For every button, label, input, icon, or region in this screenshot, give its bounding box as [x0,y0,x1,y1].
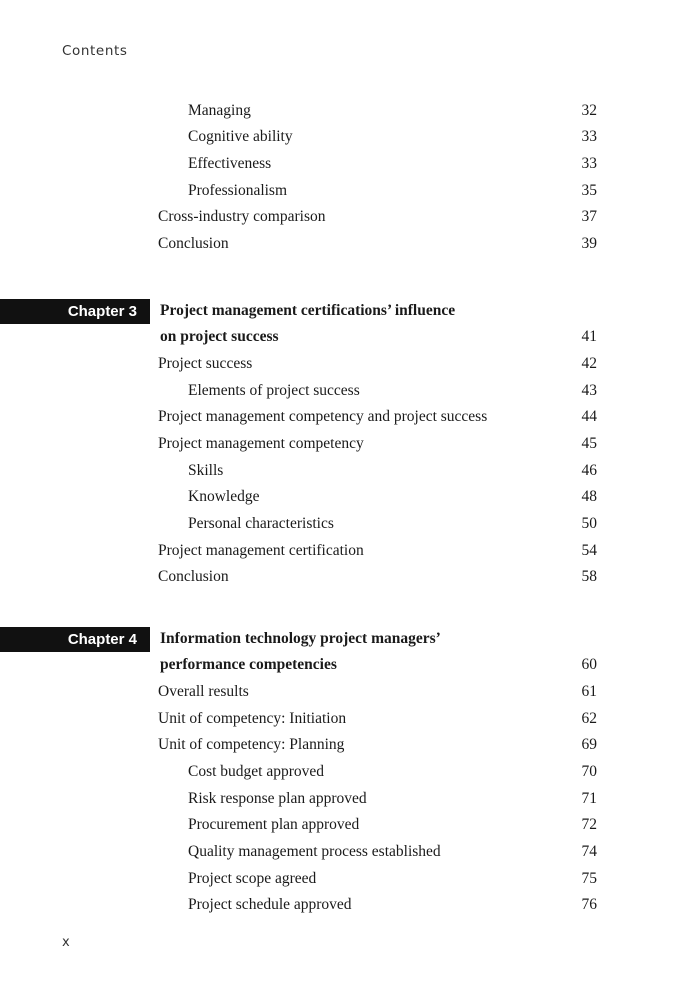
toc-entry[interactable] [158,566,597,588]
toc-entry[interactable] [188,153,597,175]
toc-entry-title: Risk response plan approved [188,790,367,807]
toc-entry-title: Cross-industry comparison [158,208,326,225]
toc-entry-title: Skills [188,462,224,479]
toc-entry-page: 72 [581,816,597,833]
toc-entry-title: Unit of competency: Planning [158,736,345,753]
toc-entry-page: 71 [581,790,597,807]
toc-entry[interactable] [188,460,597,482]
toc-entry[interactable] [188,788,597,810]
chapter-3-title[interactable] [160,326,597,348]
toc-entry[interactable] [158,433,597,455]
toc-entry[interactable] [158,540,597,562]
toc-entry-page: 37 [581,208,597,225]
toc-entry[interactable] [158,708,597,730]
toc-entry[interactable] [188,486,597,508]
toc-entry-title: Project management competency [158,435,364,452]
toc-entry-page: 69 [581,736,597,753]
toc-entry-title: Project scope agreed [188,870,317,887]
toc-entry-title: Personal characteristics [188,515,334,532]
chapter-4-title-line1[interactable]: Information technology project managers’ [160,630,441,647]
toc-entry[interactable] [188,126,597,148]
toc-entry-title: Knowledge [188,488,260,505]
toc-entry-page: 75 [581,870,597,887]
toc-entry[interactable] [158,233,597,255]
running-header: Contents [62,43,128,59]
chapter-4-title[interactable] [160,654,597,676]
chapter-3-label: Chapter 3 [67,303,137,320]
toc-entry-page: 50 [581,515,597,532]
toc-entry[interactable] [188,814,597,836]
toc-entry[interactable] [158,406,597,428]
toc-entry[interactable] [158,734,597,756]
toc-entry-page: 43 [581,382,597,399]
toc-entry[interactable] [188,868,597,890]
chapter-4-tab [0,627,150,652]
toc-entry[interactable] [188,180,597,202]
toc-entry[interactable] [158,353,597,375]
toc-entry[interactable] [188,380,597,402]
toc-entry-page: 61 [581,683,597,700]
toc-entry-title: Conclusion [158,235,229,252]
toc-entry-page: 44 [581,408,597,425]
toc-entry-page: 45 [581,435,597,452]
toc-entry-page: 76 [581,896,597,913]
toc-entry-page: 33 [581,128,597,145]
toc-entry-title: Cost budget approved [188,763,325,780]
chapter-4-label: Chapter 4 [67,631,137,648]
toc-entry-page: 46 [581,462,597,479]
toc-entry-page: 32 [581,102,597,119]
toc-entry-title: Elements of project success [188,382,360,399]
toc-entry-title: Unit of competency: Initiation [158,710,347,727]
toc-entry-title: Effectiveness [188,155,272,172]
toc-entry-page: 48 [581,488,597,505]
toc-entry-title: Project management certification [158,542,364,559]
toc-entry-title: Overall results [158,683,249,700]
toc-entry-page: 54 [581,542,597,559]
toc-entry-title: Project management competency and project success [158,408,488,425]
chapter-3-page: 41 [581,328,597,345]
toc-entry-page: 62 [581,710,597,727]
toc-entry-page: 58 [581,568,597,585]
toc-entry-page: 35 [581,182,597,199]
chapter-3-title-line1[interactable]: Project management certifications’ influence [160,302,456,319]
chapter-4-page: 60 [581,656,597,673]
toc-entry[interactable] [188,100,597,122]
toc-entry-page: 39 [581,235,597,252]
toc-entry-page: 42 [581,355,597,372]
toc-entry-title: Professionalism [188,182,288,199]
toc-entry-title: Procurement plan approved [188,816,360,833]
toc-entry-title: Quality management process established [188,843,441,860]
toc-entry-page: 70 [581,763,597,780]
chapter-4-title-line2: performance competencies [160,656,337,673]
chapter-3-tab [0,299,150,324]
toc-entry[interactable] [188,513,597,535]
toc-entry-title: Conclusion [158,568,229,585]
toc-entry-title: Project success [158,355,253,372]
toc-entry-title: Project schedule approved [188,896,352,913]
toc-entry[interactable] [188,841,597,863]
toc-entry-page: 33 [581,155,597,172]
toc-entry-page: 74 [581,843,597,860]
toc-entry[interactable] [158,681,597,703]
toc-entry-title: Cognitive ability [188,128,293,145]
toc-entry[interactable] [158,206,597,228]
toc-entry-title: Managing [188,102,251,119]
toc-entry[interactable] [188,761,597,783]
page-folio: x [62,935,70,950]
toc-entry[interactable] [188,894,597,916]
chapter-3-title-line2: on project success [160,328,279,345]
